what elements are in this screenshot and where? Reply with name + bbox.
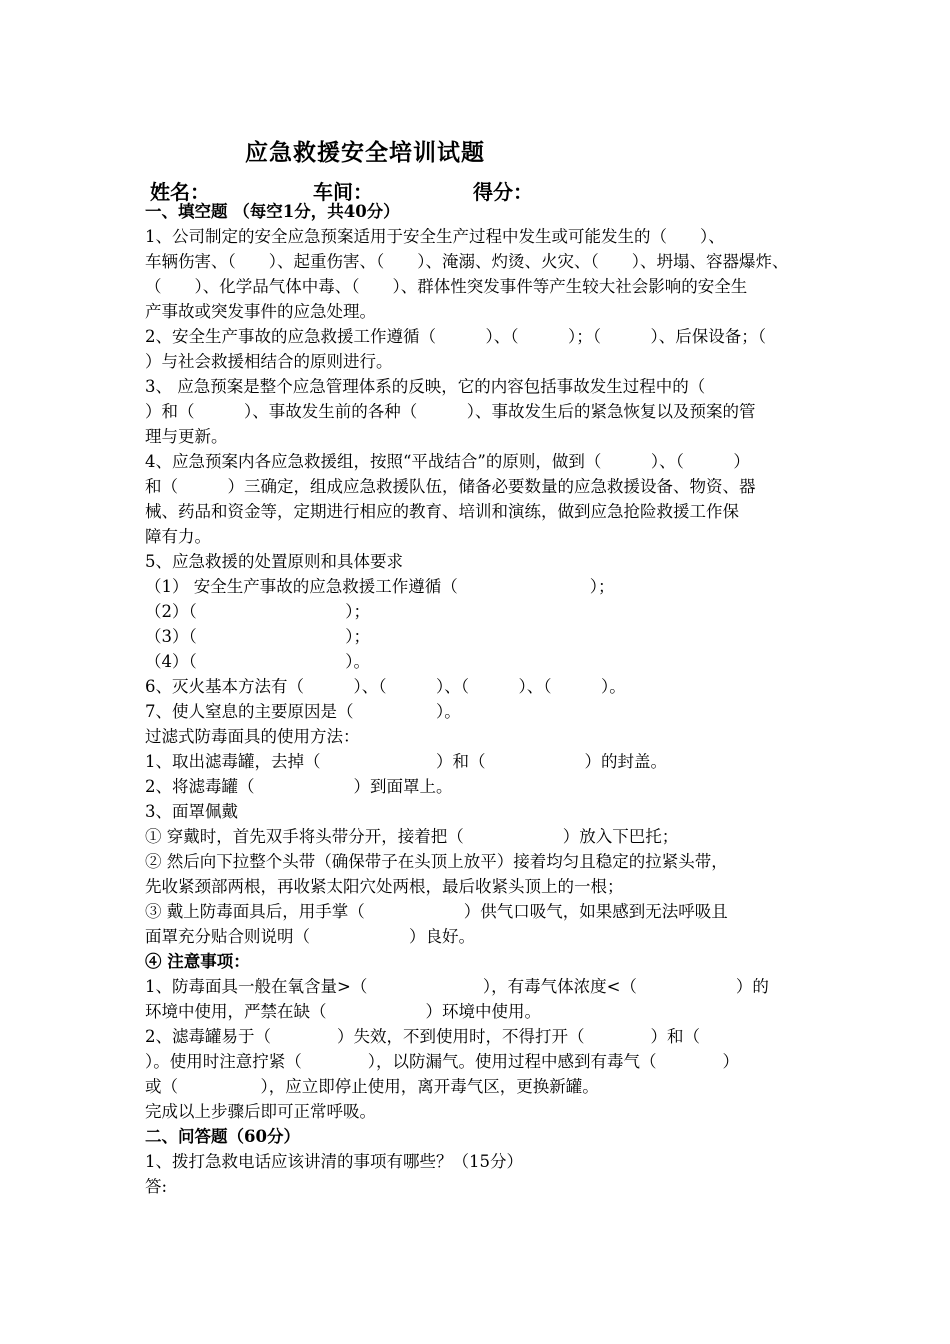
text-line: 障有力。 — [145, 527, 211, 546]
text-line: 过滤式防毒面具的使用方法： — [145, 727, 360, 746]
answer-label: 答: — [145, 1177, 168, 1196]
text-line: 7、使人窒息的主要原因是（ ）。 — [145, 702, 461, 721]
score-label: 得分： — [473, 180, 533, 204]
text-line: 4、应急预案内各应急救援组，按照“平战结合”的原则，做到（ ）、（ ） — [145, 452, 750, 471]
text-line: ）。使用时注意拧紧（ ），以防漏气。使用过程中感到有毒气（ ） — [145, 1052, 739, 1071]
text-line: （1） 安全生产事故的应急救援工作遵循（ ）； — [145, 577, 615, 596]
section-heading: 一、填空题 （每空1分，共40分） — [145, 202, 400, 221]
text-line: 1、公司制定的安全应急预案适用于安全生产过程中发生或可能发生的（ ）、 — [145, 227, 725, 246]
text-line: （3）（ ）； — [145, 627, 370, 646]
notes-heading: ④ 注意事项： — [145, 952, 250, 971]
text-line: ① 穿戴时，首先双手将头带分开，接着把（ ）放入下巴托； — [145, 827, 679, 846]
text-line: 2、滤毒罐易于（ ）失效，不到使用时，不得打开（ ）和（ — [145, 1027, 700, 1046]
name-label: 姓名： — [150, 180, 210, 204]
text-line: 产事故或突发事件的应急处理。 — [145, 302, 376, 321]
text-line: ）与社会救援相结合的原则进行。 — [145, 352, 393, 371]
text-line: 先收紧颈部两根，再收紧太阳穴处两根，最后收紧头顶上的一根； — [145, 877, 624, 896]
text-line: 1、取出滤毒罐，去掉（ ）和（ ）的封盖。 — [145, 752, 667, 771]
text-line: ② 然后向下拉整个头带（确保带子在头顶上放平）接着均匀且稳定的拉紧头带， — [145, 852, 728, 871]
page-title: 应急救援安全培训试题 — [245, 140, 485, 166]
text-line: （4）（ ）。 — [145, 652, 370, 671]
text-line: 5、应急救援的处置原则和具体要求 — [145, 552, 403, 571]
text-line: （2）（ ）； — [145, 602, 370, 621]
workshop-label: 车间： — [313, 180, 373, 204]
section-heading: 二、问答题（60分） — [145, 1127, 300, 1146]
text-line: ）和（ ）、事故发生前的各种（ ）、事故发生后的紧急恢复以及预案的管 — [145, 402, 756, 421]
text-line: （ ）、化学品气体中毒、（ ）、群体性突发事件等产生较大社会影响的安全生 — [145, 277, 748, 296]
text-line: 1、防毒面具一般在氧含量>（ ），有毒气体浓度<（ ）的 — [145, 977, 769, 996]
text-line: 和（ ）三确定，组成应急救援队伍，储备必要数量的应急救援设备、物资、器 — [145, 477, 756, 496]
text-line: 2、将滤毒罐（ ）到面罩上。 — [145, 777, 453, 796]
text-line: 或（ ），应立即停止使用，离开毒气区，更换新罐。 — [145, 1077, 599, 1096]
text-line: 理与更新。 — [145, 427, 228, 446]
text-line: ③ 戴上防毒面具后，用手掌（ ）供气口吸气，如果感到无法呼吸且 — [145, 902, 728, 921]
text-line: 2、安全生产事故的应急救援工作遵循（ ）、（ ）；（ ）、后保设备；（ — [145, 327, 766, 346]
text-line: 1、拨打急救电话应该讲清的事项有哪些？（15分） — [145, 1152, 523, 1171]
text-line: 完成以上步骤后即可正常呼吸。 — [145, 1102, 376, 1121]
text-line: 3、面罩佩戴 — [145, 802, 238, 821]
text-line: 车辆伤害、（ ）、起重伤害、（ ）、淹溺、灼烫、火灾、（ ）、坍塌、容器爆炸、 — [145, 252, 789, 271]
text-line: 3、 应急预案是整个应急管理体系的反映，它的内容包括事故发生过程中的（ — [145, 377, 706, 396]
text-line: 械、药品和资金等，定期进行相应的教育、培训和演练，做到应急抢险救援工作保 — [145, 502, 739, 521]
text-line: 6、灭火基本方法有（ ）、（ ）、（ ）、（ ）。 — [145, 677, 626, 696]
text-line: 环境中使用，严禁在缺（ ）环境中使用。 — [145, 1002, 541, 1021]
text-line: 面罩充分贴合则说明（ ）良好。 — [145, 927, 475, 946]
